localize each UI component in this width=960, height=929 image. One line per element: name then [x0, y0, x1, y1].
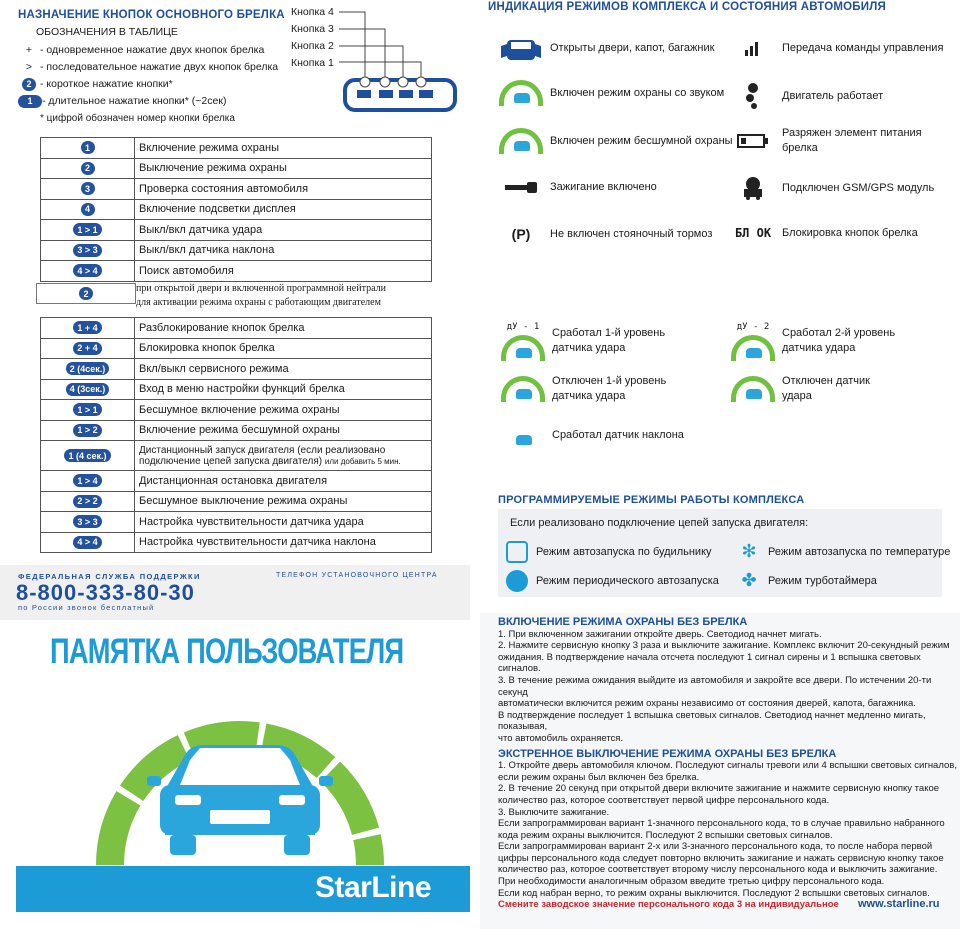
- program-item: ✤ Режим турботаймера: [736, 570, 877, 591]
- disarming-line: 1. Откройте дверь автомобиля ключом. Последуют сигналы тревоги или 4 вспышки световых сигналов,: [498, 760, 957, 772]
- shock-sensor-icon: [731, 335, 775, 361]
- fob-label: Кнопка 1: [291, 57, 334, 69]
- snowflake-icon: ✻: [741, 541, 757, 561]
- disarming-line: количество раз, которое соответствует первой цифре персонального кода.: [498, 794, 830, 806]
- lock-display-icon: БЛ ОК: [734, 226, 772, 240]
- fob-label: Кнопка 3: [291, 23, 334, 35]
- table-row: 1 (4 сек.) Дистанционный запуск двигателя (если реализовано подключение цепей запуска двигателя) или добавить 5 мин.: [41, 441, 432, 471]
- battery-low-icon: [737, 134, 769, 148]
- legend-item: + - одновременное нажатие двух кнопок брелка: [25, 44, 265, 56]
- fob-label: Кнопка 2: [291, 40, 334, 52]
- programs-title: ПРОГРАММИРУЕМЫЕ РЕЖИМЫ РАБОТЫ КОМПЛЕКСА: [498, 494, 805, 506]
- neutral-row-text: при открытой двери и включенной программной нейтрали для активации режима охраны с работающим двигателем: [136, 283, 386, 308]
- table-row: 4 (3сек.) Вход в меню настройки функций брелка: [41, 379, 432, 400]
- buttons-table-1: [40, 137, 432, 282]
- table-row: 1 + 4 Разблокирование кнопок брелка: [41, 318, 432, 339]
- disarming-line: При необходимости аналогичным образом введите третью цифру персонального кода.: [498, 876, 885, 888]
- silent-armed-car-icon: [499, 128, 543, 154]
- instructions-panel: [480, 613, 960, 929]
- arming-line: 2. Нажмите сервисную кнопку 3 раза и выключите зажигание. Комплекс включит 20-секундный режим: [498, 640, 950, 652]
- table-row: 2 + 4 Блокировка кнопок брелка: [41, 338, 432, 359]
- ind-lock: БЛ ОК Блокировка кнопок брелка: [730, 226, 918, 240]
- arming-line: ожидания. В подтверждение начала отсчета последуют 1 сигнал сирены и 1 вспышка световых сигналов.: [498, 651, 921, 675]
- table-row: 3 > 3 Настройка чувствительности датчика удара: [41, 512, 432, 533]
- programs-intro: Если реализовано подключение цепей запуска двигателя:: [510, 517, 809, 529]
- table-row: 3 > 3 Выкл/вкл датчика наклона: [41, 240, 432, 261]
- sensors-panel: [480, 312, 960, 487]
- arming-title: ВКЛЮЧЕНИЕ РЕЖИМА ОХРАНЫ БЕЗ БРЕЛКА: [498, 616, 748, 628]
- ind-gsm: Подключен GSM/GPS модуль: [730, 176, 934, 200]
- ind-doors: Открыты двери, капот, багажник: [498, 32, 714, 64]
- armed-car-icon: [499, 80, 543, 106]
- program-item: Режим периодического автозапуска: [504, 570, 719, 592]
- fob-icon: [285, 2, 465, 117]
- ind-battery: Разряжен элемент питания брелка: [730, 126, 922, 156]
- buttons-table-2: [40, 317, 432, 553]
- legend-note: * цифрой обозначен номер кнопки брелка: [40, 113, 235, 124]
- disarming-line: Если код набран верно, то режим охраны выключится. Последуют 2 вспышки световых сигналов.: [498, 887, 930, 899]
- support-strip: [0, 565, 470, 620]
- legend-item: > - последовательное нажатие двух кнопок брелка: [25, 61, 279, 73]
- disarming-line: 3. Выключите зажигание.: [498, 806, 610, 818]
- table-row: 2 > 2 Бесшумное выключение режима охраны: [41, 491, 432, 512]
- alarm-clock-icon: [506, 541, 528, 563]
- arming-line: 1. При включенном зажигании откройте дверь. Светодиод начнет мигать.: [498, 628, 822, 640]
- car-open-doors-icon: [499, 32, 543, 64]
- sensor-item: Отключен датчик удара: [730, 374, 902, 404]
- arming-line: автоматически включится режим охраны независимо от состояния дверей, капота, багажника.: [498, 698, 916, 710]
- table-row: 1 > 4 Дистанционная остановка двигателя: [41, 471, 432, 492]
- key-icon: [501, 180, 541, 194]
- support-phone: 8-800-333-80-30: [16, 580, 195, 605]
- table-row: 1 Включение режима охраны: [41, 138, 432, 159]
- cover: [0, 620, 470, 929]
- pin-warning: Смените заводское значение персонального кода 3 на индивидуальное: [498, 899, 839, 910]
- arming-line: 3. В течение режима ожидания выйдите из автомобиля и закройте все двери. По истечении 20-ти секунд: [498, 674, 932, 698]
- table-row: 2 (4сек.) Вкл/выкл сервисного режима: [41, 359, 432, 380]
- signal-bars-icon: [743, 40, 763, 56]
- parking-brake-icon: (P): [511, 226, 531, 242]
- tilt-sensor-icon: [501, 422, 545, 448]
- ind-ignition: Зажигание включено: [498, 180, 657, 194]
- table-row: 4 > 4 Настройка чувствительности датчика наклона: [41, 532, 432, 553]
- neutral-row: 2: [36, 283, 136, 304]
- disarming-line: Если запрограммирован вариант 1-значного персонального кода, то в случае правильно набранного: [498, 818, 945, 830]
- table-row: 1 > 1 Выкл/вкл датчика удара: [41, 220, 432, 241]
- disarming-line: количество раз, которое соответствует второму числу персонального кода и выключить зажигание.: [498, 864, 938, 876]
- shock-disabled-icon: [501, 376, 545, 402]
- sensor-item: Отключен 1-й уровень датчика удара: [500, 374, 702, 404]
- install-center-label: ТЕЛЕФОН УСТАНОВОЧНОГО ЦЕНТРА: [276, 572, 438, 579]
- support-label: ФЕДЕРАЛЬНАЯ СЛУЖБА ПОДДЕРЖКИ: [18, 572, 201, 581]
- legend-subtitle: ОБОЗНАЧЕНИЯ В ТАБЛИЦЕ: [36, 26, 178, 38]
- table-row: 4 Включение подсветки дисплея: [41, 199, 432, 220]
- engine-smoke-icon: [743, 82, 763, 110]
- website-link[interactable]: www.starline.ru: [858, 898, 940, 910]
- legend-item: 1 - длительное нажатие кнопки* (~2сек): [18, 93, 278, 110]
- arming-line: В подтверждение последует 1 вспышка световых сигналов. Светодиод начнет медленно мигать, показывая,: [498, 709, 926, 733]
- sensor-item: дУ - 2 Сработал 2-й уровень датчика удара: [730, 320, 932, 361]
- ind-parking: (P) Не включен стояночный тормоз: [498, 226, 712, 242]
- disarming-line: кода режим охраны выключится. Последуют 2 вспышки световых сигналов.: [498, 829, 833, 841]
- disarming-line: цифры персонального кода следует повторно включить зажигание и нажать сервисную кнопку такое: [498, 852, 944, 864]
- table-row: 1 > 1 Бесшумное включение режима охраны: [41, 400, 432, 421]
- disarming-line: если режим охраны был включен без брелка.: [498, 771, 700, 783]
- turbo-fan-icon: ✤: [741, 570, 757, 590]
- brand-logo: StarLine: [315, 871, 432, 904]
- fob-diagram: [285, 2, 465, 117]
- program-item: ✻ Режим автозапуска по температуре: [736, 541, 950, 562]
- ind-engine: Двигатель работает: [730, 82, 883, 110]
- disarming-title: ЭКСТРЕННОЕ ВЫКЛЮЧЕНИЕ РЕЖИМА ОХРАНЫ БЕЗ БРЕЛКА: [498, 747, 837, 760]
- table-row: 4 > 4 Поиск автомобиля: [41, 261, 432, 282]
- program-item: Режим автозапуска по будильнику: [504, 541, 712, 563]
- support-note: по России звонок бесплатный: [18, 603, 155, 612]
- programs-panel: [480, 487, 960, 613]
- table-row: 3 Проверка состояния автомобиля: [41, 179, 432, 200]
- gsm-module-icon: [741, 176, 765, 200]
- shock-off-icon: [731, 376, 775, 402]
- ind-arm-silent: Включен режим бесшумной охраны: [498, 128, 733, 154]
- indication-title: ИНДИКАЦИЯ РЕЖИМОВ КОМПЛЕКСА И СОСТОЯНИЯ АВТОМОБИЛЯ: [488, 1, 886, 13]
- disarming-line: 2. В течение 20 секунд при открытой двери включите зажигание и нажмите сервисную кнопку такое: [498, 783, 940, 795]
- cover-title: ПАМЯТКА ПОЛЬЗОВАТЕЛЯ: [50, 632, 404, 671]
- ind-arm-sound: Включен режим охраны со звуком: [498, 80, 724, 106]
- buttons-panel-title: НАЗНАЧЕНИЕ КНОПОК ОСНОВНОГО БРЕЛКА: [18, 9, 285, 21]
- periodic-clock-icon: [506, 570, 528, 592]
- table-row: 2 Выключение режима охраны: [41, 158, 432, 179]
- disarming-line: Если запрограммирован вариант 2-х или 3-значного персонального кода, то после набора первой: [498, 841, 933, 853]
- legend-item: 2 - короткое нажатие кнопки*: [18, 76, 278, 93]
- indication-panel: [480, 0, 960, 312]
- shock-sensor-icon: [501, 335, 545, 361]
- arming-line: что автомобиль охраняется.: [498, 732, 624, 744]
- fob-label: Кнопка 4: [291, 6, 334, 18]
- buttons-panel: [0, 0, 470, 600]
- sensor-item: Сработал датчик наклона: [500, 422, 684, 448]
- legend: [18, 42, 278, 127]
- sensor-item: дУ - 1 Сработал 1-й уровень датчика удара: [500, 320, 702, 361]
- ind-transmit: Передача команды управления: [730, 40, 943, 56]
- table-row: 1 > 2 Включение режима бесшумной охраны: [41, 420, 432, 441]
